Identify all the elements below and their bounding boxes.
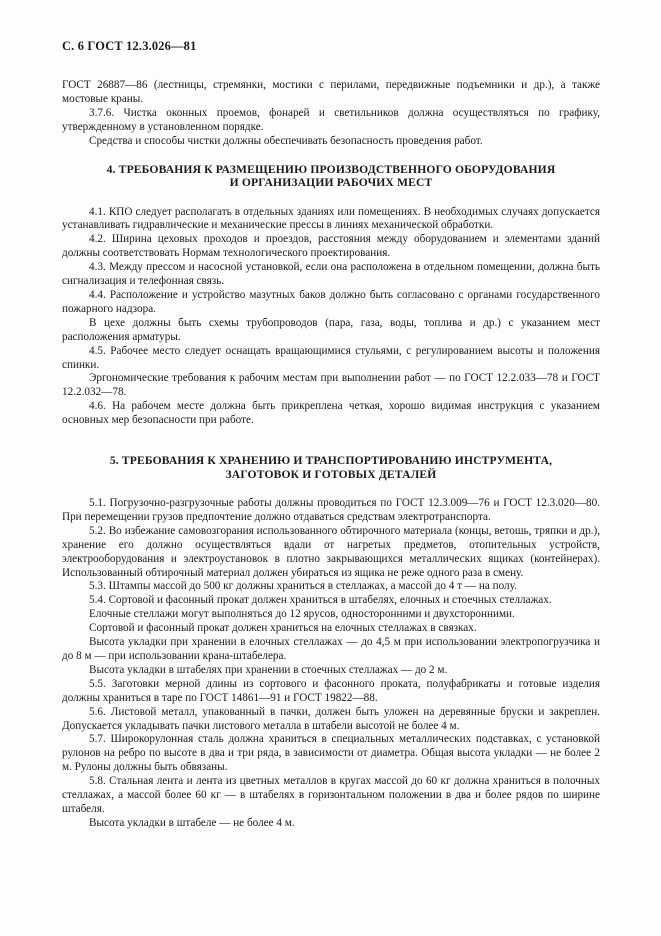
- section-5-paragraph: 5.8. Стальная лента и лента из цветных металлов в кругах массой до 60 кг должна храниться в полочных стеллажах, а массой более 60 кг — в штабелях в горизонтальном положении в два и более рядов по ширине штабеля.: [62, 775, 600, 815]
- intro-paragraph: Средства и способы чистки должны обеспечивать безопасность проведения работ.: [89, 134, 483, 147]
- section-4-title-line-1: 4. ТРЕБОВАНИЯ К РАЗМЕЩЕНИЮ ПРОИЗВОДСТВЕННОГО ОБОРУДОВАНИЯ: [106, 162, 556, 176]
- section-5-paragraph: 5.1. Погрузочно-разгрузочные работы должны проводиться по ГОСТ 12.3.009—76 и ГОСТ 12.3.020—80. При перемещении грузов предпочтение должно отдаваться средствам электротранспорта.: [62, 497, 600, 523]
- section-5-paragraph: 5.4. Сортовой и фасонный прокат должен храниться в штабелях, елочных и стоечных стеллажах.: [89, 594, 552, 607]
- section-5-paragraph: 5.2. Во избежание самовозгорания использованного обтирочного материала (концы, ветошь, тряпки и др.), хранение его должно осуществляться вдали от нагретых предметов, отопительных устройств, электрооборудования и электроустановок в плотно закрывающихся металлических ящиках (контейнерах). Использованный обтирочный материал должен убираться из ящика не реже одного раза в смену.: [62, 524, 600, 579]
- section-4-paragraph: 4.1. КПО следует располагать в отдельных зданиях или помещениях. В необходимых случаях допускается устанавливать гидравлические и механические прессы в линиях механической обработки.: [62, 205, 600, 232]
- section-4-paragraph: 4.2. Ширина цеховых проходов и проездов, расстояния между оборудованием и элементами зданий должны соответствовать Нормам технологического проектирования.: [62, 233, 600, 260]
- section-5-paragraph: Высота укладки в штабелях при хранении в стоечных стеллажах — до 2 м.: [89, 663, 448, 676]
- section-4-paragraph: 4.5. Рабочее место следует оснащать вращающимися стульями, с регулированием высоты и положения спинки.: [62, 344, 600, 371]
- page-header: С. 6 ГОСТ 12.3.026—81: [62, 39, 197, 53]
- intro-paragraph-continuation: ГОСТ 26887—86 (лестницы, стремянки, мостики с перилами, передвижные подъемники и др.), а также мостовые краны.: [62, 79, 600, 105]
- section-4-title-line-2: И ОРГАНИЗАЦИИ РАБОЧИХ МЕСТ: [229, 176, 433, 190]
- section-4-title: [62, 163, 600, 190]
- section-5-paragraph: Сортовой и фасонный прокат должен храниться на елочных стеллажах в связках.: [89, 622, 477, 635]
- section-5-paragraph: 5.5. Заготовки мерной длины из сортового и фасонного проката, полуфабрикаты и готовые изделия должны храниться в таре по ГОСТ 14861—91 и ГОСТ 19822—88.: [62, 677, 600, 704]
- section-5-paragraph: Высота укладки в штабеле — не более 4 м.: [89, 816, 295, 829]
- section-4-paragraph: Эргономические требования к рабочим местам при выполнении работ — по ГОСТ 12.2.033—78 и ГОСТ 12.2.032—78.: [62, 372, 600, 399]
- section-4-paragraph: 4.3. Между прессом и насосной установкой, если она расположена в отдельном помещении, должна быть сигнализация и телефонная связь.: [62, 261, 600, 288]
- section-5-title-line-2: ЗАГОТОВОК И ГОТОВЫХ ДЕТАЛЕЙ: [225, 467, 437, 481]
- section-4-paragraph: В цехе должны быть схемы трубопроводов (пара, газа, воды, топлива и др.) с указанием мест расположения арматуры.: [62, 316, 600, 343]
- intro-paragraph: 3.7.6. Чистка оконных проемов, фонарей и светильников должна осуществляться по графику, утвержденному в установленном порядке.: [62, 106, 600, 133]
- section-5-paragraph: Высота укладки при хранении в елочных стеллажах — до 4,5 м при использовании электропогрузчика и до 8 м — при использовании крана-штабелера.: [62, 636, 600, 662]
- section-5-paragraph: 5.7. Широкорулонная сталь должна храниться в специальных металлических подставках, с установкой рулонов на ребро по высоте в два и три ряда, в зависимости от диаметра. Общая высота укладки — не более 2 м. Рулоны должны быть обвязаны.: [62, 733, 600, 774]
- document-body: [62, 79, 600, 831]
- section-5-paragraph: 5.3. Штампы массой до 500 кг должны храниться в стеллажах, а массой до 4 т — на полу.: [89, 580, 517, 593]
- section-4-paragraph: 4.4. Расположение и устройство мазутных баков должно быть согласовано с органами государственного пожарного надзора.: [62, 288, 600, 315]
- section-5-title: [62, 454, 600, 481]
- section-4-paragraph: 4.6. На рабочем месте должна быть прикреплена четкая, хорошо видимая инструкция с указанием основных мер безопасности при работе.: [62, 400, 600, 427]
- section-5-paragraph: 5.6. Листовой металл, упакованный в пачки, должен быть уложен на деревянные бруски и закреплен. Допускается укладывать пачки листового металла в штабели высотой не более 4 м.: [62, 705, 600, 732]
- section-5-title-line-1: 5. ТРЕБОВАНИЯ К ХРАНЕНИЮ И ТРАНСПОРТИРОВАНИЮ ИНСТРУМЕНТА,: [109, 454, 553, 468]
- section-5-paragraph: Елочные стеллажи могут выполняться до 12 ярусов, односторонними и двухсторонними.: [89, 608, 515, 621]
